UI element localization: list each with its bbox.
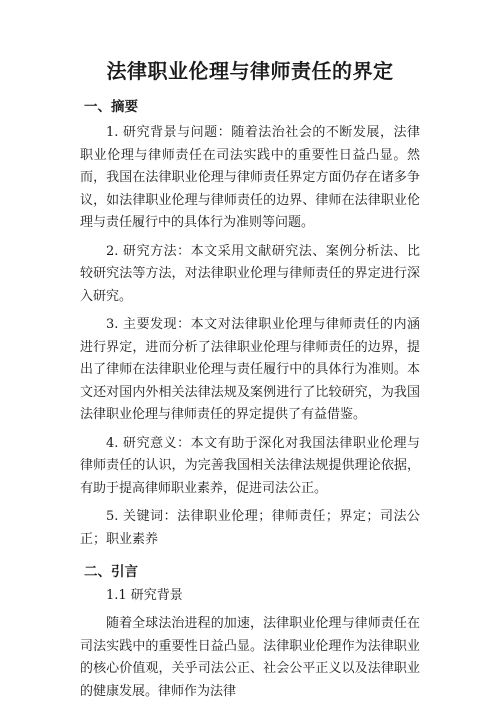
abstract-paragraph-significance: 4. 研究意义：本文有助于深化对我国法律职业伦理与律师责任的认识，为完善我国相关法律法规提供理论依据，有助于提高律师职业素养，促进司法公正。 [80,435,420,496]
abstract-paragraph-findings: 3. 主要发现：本文对法律职业伦理与律师责任的内涵进行界定，进而分析了法律职业伦理与律师责任的边界，提出了律师在法律职业伦理与责任履行中的具体行为准则。本文还对国内外相关法律法规及案例进行了比较研究，为我国法律职业伦理与律师责任的界定提供了有益借鉴。 [80,317,420,422]
abstract-paragraph-keywords: 5. 关键词：法律职业伦理；律师责任；界定；司法公正；职业素养 [80,509,420,547]
document-title: 法律职业伦理与律师责任的界定 [106,59,394,83]
abstract-heading: 一、摘要 [84,99,138,115]
research-background-subheading: 1.1 研究背景 [106,588,183,603]
introduction-paragraph: 随着全球法治进程的加速，法律职业伦理与律师责任在司法实践中的重要性日益凸显。法律职业伦理作为法律职业的核心价值观，关乎司法公正、社会公平正义以及法律职业的健康发展。律师作为法律 [80,616,420,699]
introduction-section [80,563,420,703]
abstract-paragraph-methods: 2. 研究方法：本文采用文献研究法、案例分析法、比较研究法等方法，对法律职业伦理与律师责任的界定进行深入研究。 [80,243,420,304]
introduction-heading: 二、引言 [84,564,138,580]
abstract-paragraph-background: 1. 研究背景与问题：随着法治社会的不断发展，法律职业伦理与律师责任在司法实践中的重要性日益凸显。然而，我国在法律职业伦理与律师责任界定方面仍存在诸多争议，如法律职业伦理与律师责任的边界、律师在法律职业伦理与责任履行中的具体行为准则等问题。 [80,125,420,230]
abstract-section [80,98,420,551]
